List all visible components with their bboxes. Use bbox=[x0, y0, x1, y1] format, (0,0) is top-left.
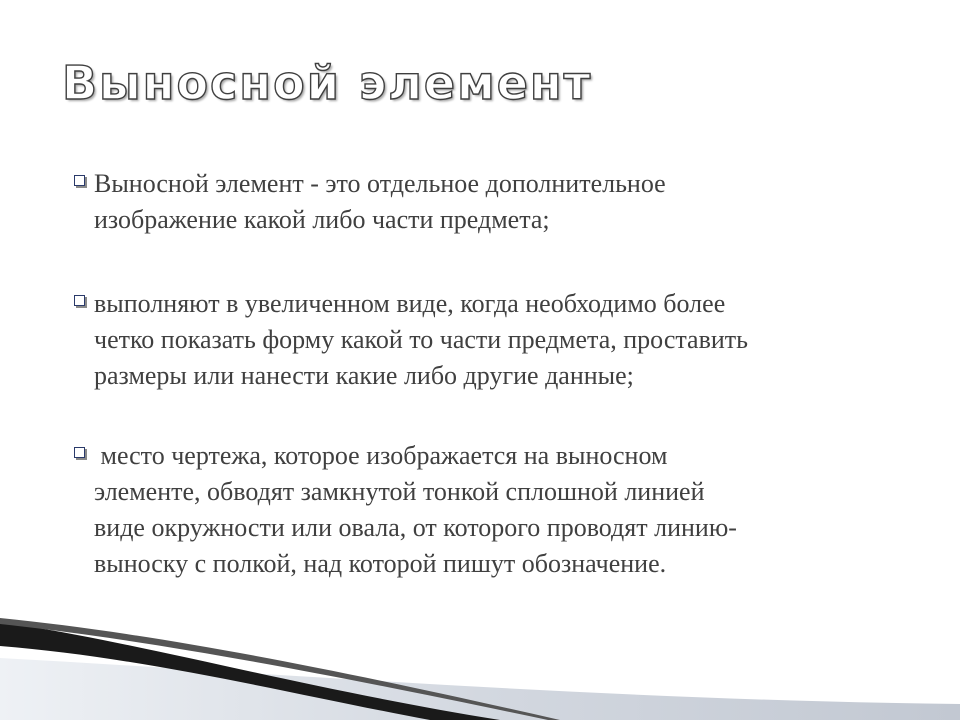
square-bullet-icon bbox=[74, 175, 85, 186]
bullet-line: элементе, обводят замкнутой тонкой сплошной линией bbox=[94, 477, 705, 506]
slide-title: Выносной элемент bbox=[62, 56, 593, 110]
square-bullet-icon bbox=[74, 447, 85, 458]
bullet-line: Выносной элемент - это отдельное дополнительное bbox=[94, 169, 666, 198]
decorative-swoosh bbox=[0, 560, 960, 720]
bullet-line: размеры или нанести какие либо другие данные; bbox=[94, 361, 634, 390]
bullet-line: четко показать форму какой то части предмета, проставить bbox=[94, 325, 748, 354]
bullet-line: выноску с полкой, над которой пишут обозначение. bbox=[94, 549, 667, 578]
bullet-item bbox=[72, 286, 912, 394]
bullet-item bbox=[72, 166, 912, 238]
square-bullet-icon bbox=[74, 295, 85, 306]
bullet-list bbox=[72, 166, 912, 582]
bullet-line: место чертежа, которое изображается на выносном bbox=[94, 441, 668, 470]
bullet-line: выполняют в увеличенном виде, когда необходимо более bbox=[94, 289, 726, 318]
swoosh-light-band bbox=[0, 658, 960, 720]
bullet-line: изображение какой либо части предмета; bbox=[94, 205, 550, 234]
bullet-line: виде окружности или овала, от которого проводят линию- bbox=[94, 513, 737, 542]
